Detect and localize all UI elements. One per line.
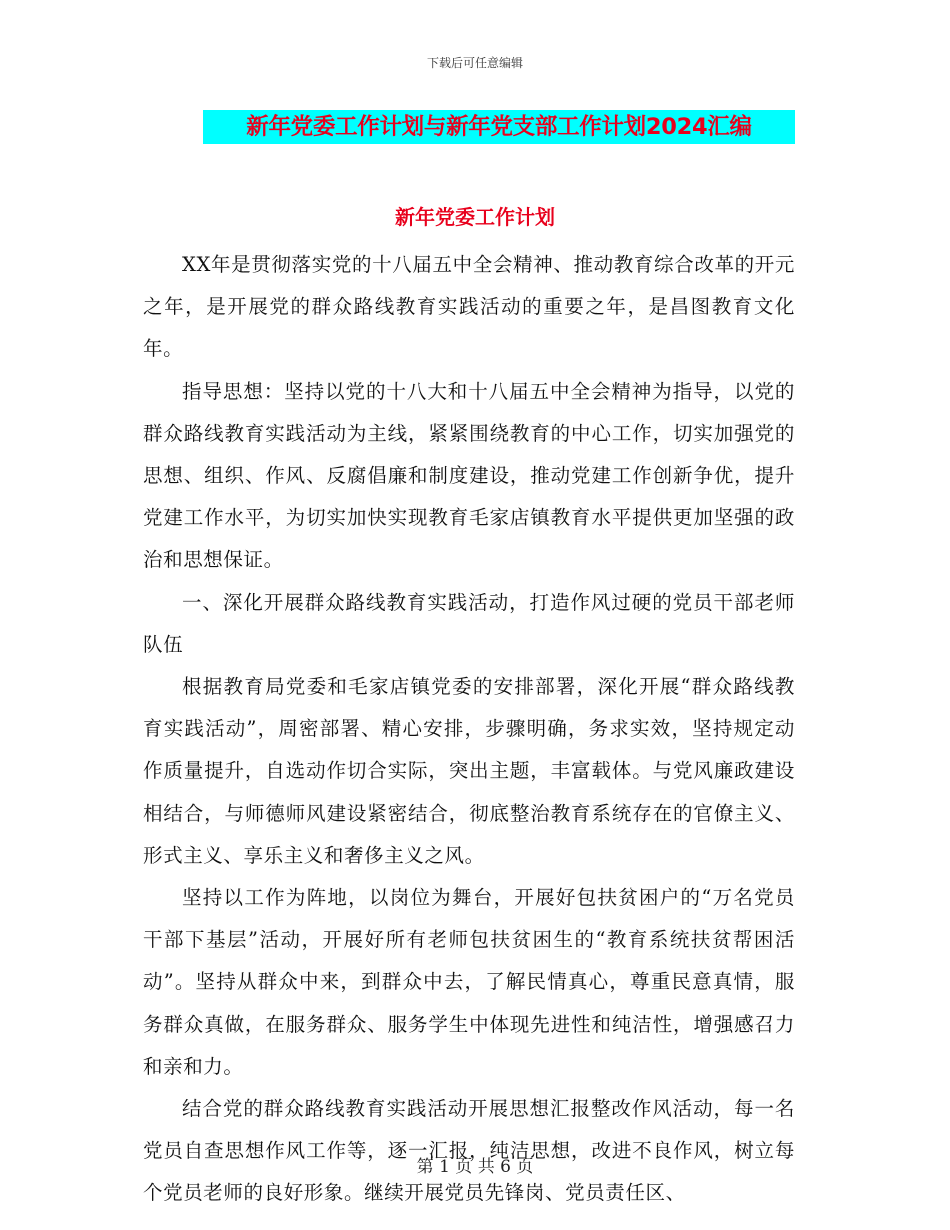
paragraph-self-review: 结合党的群众路线教育实践活动开展思想汇报整改作风活动，每一名党员自查思想作风工作等，逐一汇报，纯洁思想，改进不良作风，树立每个党员老师的良好形象。继续开展党员先锋岗、党员责任区、 <box>143 1097 795 1205</box>
section-title: 新年党委工作计划 <box>395 205 555 229</box>
paragraph-heading-one: 一、深化开展群众路线教育实践活动，打造作风过硬的党员干部老师队伍 <box>143 590 795 656</box>
page-footer: 第 1 页 共 6 页 <box>416 1157 534 1177</box>
paragraph-grassroots: 坚持以工作为阵地，以岗位为舞台，开展好包扶贫困户的“万名党员干部下基层”活动，开展好所有老师包扶贫困生的“教育系统扶贫帮困活动”。坚持从群众中来，到群众中去，了解民情真心，尊重民意真情，服务群众真做，在服务群众、服务学生中体现先进性和纯洁性，增强感召力和亲和力。 <box>143 886 795 1078</box>
paragraph-guiding-thought: 指导思想：坚持以党的十八大和十八届五中全会精神为指导，以党的群众路线教育实践活动为主线，紧紧围绕教育的中心工作，切实加强党的思想、组织、作风、反腐倡廉和制度建设，推动党建工作创新争优，提升党建工作水平，为切实加快实现教育毛家店镇教育水平提供更加坚强的政治和思想保证。 <box>143 379 795 572</box>
document-title: 新年党委工作计划与新年党支部工作计划2024汇编 <box>203 110 795 144</box>
paragraph-deployment: 根据教育局党委和毛家店镇党委的安排部署，深化开展“群众路线教育实践活动”，周密部署、精心安排，步骤明确，务求实效，坚持规定动作质量提升，自选动作切合实际，突出主题，丰富载体。与党风廉政建设相结合，与师德师风建设紧密结合，彻底整治教育系统存在的官僚主义、形式主义、享乐主义和奢侈主义之风。 <box>143 675 795 867</box>
header-note: 下载后可任意编辑 <box>426 56 523 70</box>
paragraph-intro: XX年是贯彻落实党的十八届五中全会精神、推动教育综合改革的开元之年，是开展党的群众路线教育实践活动的重要之年，是昌图教育文化年。 <box>143 253 795 361</box>
document-body <box>143 244 795 1215</box>
